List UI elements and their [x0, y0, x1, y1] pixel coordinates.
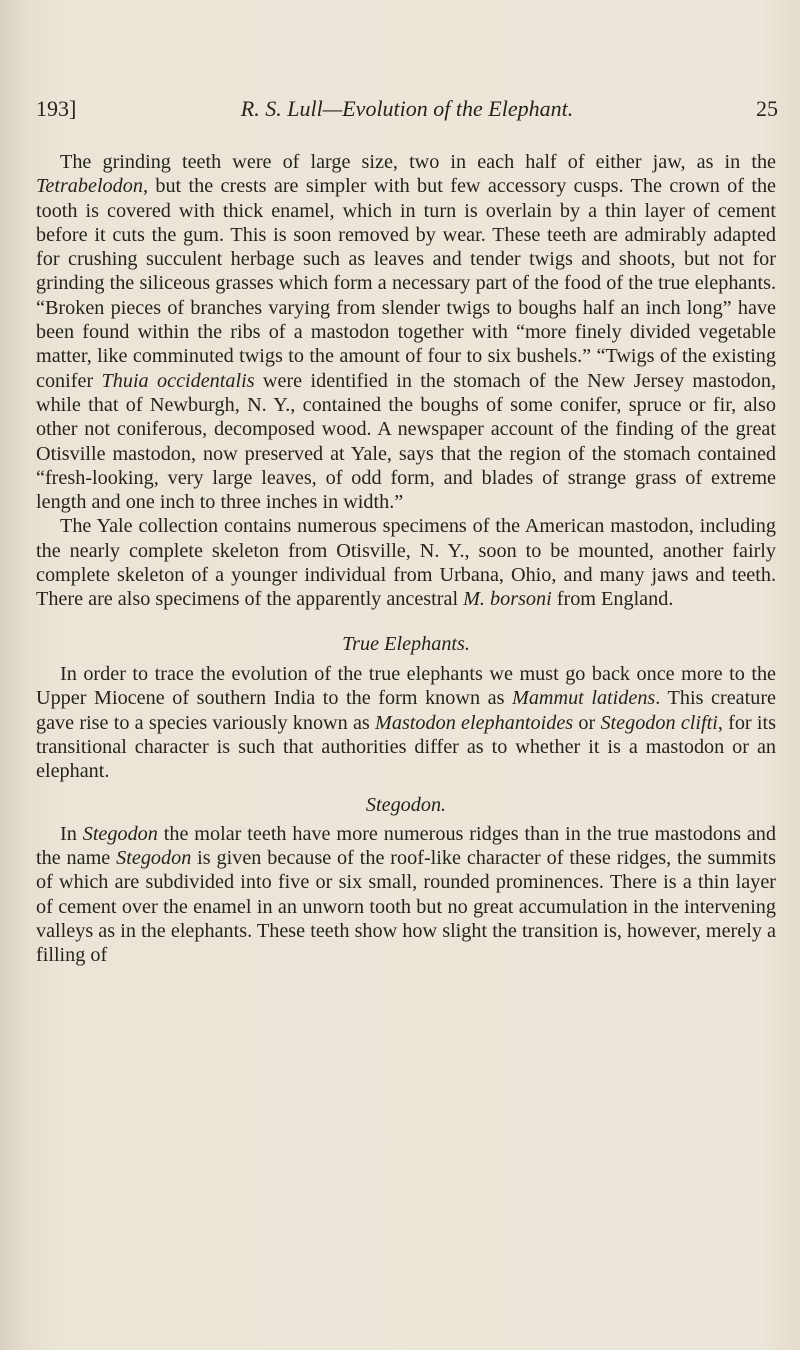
paragraph-yale-collection: The Yale collection contains numerous specimens of the American mastodon, including the nearly complete skeleton from Otisville, N. Y., soon to be mounted, another fairly complete skeleton of a younger individual from Urbana, Ohio, and many jaws and teeth. There are also specimens of the apparently ancestral M. borsoni from England. — [36, 515, 776, 611]
section-heading-true-elephants: True Elephants. — [342, 632, 470, 655]
running-header — [36, 96, 778, 126]
paragraph-true-elephants: In order to trace the evolution of the true elephants we must go back once more to the Upper Miocene of southern India to the form known as Mammut latidens. This creature gave rise to a species variously known as Mastodon elephantoides or Stegodon clifti, for its transitional character is such that authorities differ as to whether it is a mastodon or an elephant. — [36, 662, 777, 783]
page-section-number: 193] — [36, 96, 77, 121]
section-heading-stegodon: Stegodon. — [365, 794, 447, 817]
running-title: R. S. Lull—Evolution of the Elephant. — [240, 96, 574, 121]
page-number: 25 — [756, 96, 778, 121]
paragraph-stegodon: In Stegodon the molar teeth have more numerous ridges than in the true mastodons and the name Stegodon is given because of the roof-like character of these ridges, the summits of which are subdivided into five or six small, rounded prominences. There is a thin layer of cement over the enamel in an unworn tooth but no great accumulation in the intervening valleys as in the elephants. These teeth show how slight the transition is, however, merely a filling of — [36, 822, 776, 967]
paragraph-grinding-teeth: The grinding teeth were of large size, two in each half of either jaw, as in the Tetrabelodon, but the crests are simpler with but few accessory cusps. The crown of the tooth is covered with thick enamel, which in turn is overlain by a thin layer of cement before it cuts the gum. This is soon removed by wear. These teeth are admirably adapted for crushing succulent herbage such as leaves and tender twigs and shoots, but not for grinding the siliceous grasses which form a necessary part of the food of the true elephants. “Broken pieces of branches varying from slender twigs to boughs half an inch long” have been found within the ribs of a mastodon together with “more finely divided vegetable matter, like comminuted twigs to the amount of four to six bushels.” “Twigs of the existing conifer Thuia occidentalis were identified in the stomach of the New Jersey mastodon, while that of Newburgh, N. Y., contained the boughs of some conifer, spruce or fir, also other not coniferous, decomposed wood. A newspaper account of the finding of the great Otisville mastodon, now preserved at Yale, says that the region of the stomach contained “fresh-looking, very large leaves, of odd form, and blades of strange grass of extreme length and one inch to three inches in width.” — [36, 151, 776, 514]
body-text — [36, 150, 776, 968]
